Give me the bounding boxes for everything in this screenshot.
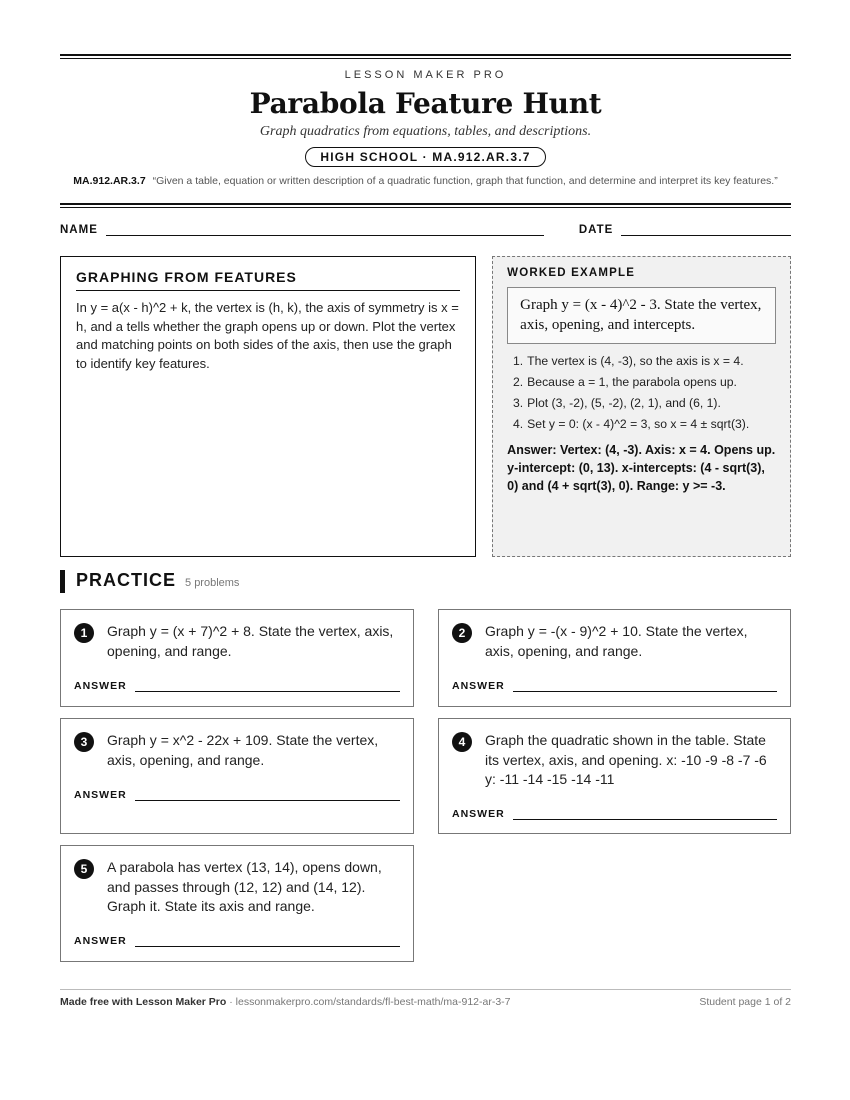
grade-standard-badge: HIGH SCHOOL · MA.912.AR.3.7: [305, 147, 545, 167]
problem-card: [60, 609, 414, 707]
date-label: DATE: [578, 224, 614, 236]
example-step: 3. Plot (3, -2), (5, -2), (2, 1), and (6, 1).: [513, 396, 721, 410]
example-step: 4. Set y = 0: (x - 4)^2 = 3, so x = 4 ± sqrt(3).: [513, 417, 750, 431]
footer-made-with: Made free with Lesson Maker Pro: [60, 996, 227, 1008]
footer-url: · lessonmakerpro.com/standards/fl-best-math/ma-912-ar-3-7: [226, 996, 511, 1008]
footer-page-number: Student page 1 of 2: [699, 996, 791, 1008]
worked-example-label: WORKED EXAMPLE: [507, 267, 636, 279]
problem-text: Graph y = -(x - 9)^2 + 10. State the vertex, axis, opening, and range.: [485, 623, 748, 659]
problem-number-badge: 4: [452, 732, 472, 752]
problem-text: Graph y = (x + 7)^2 + 8. State the vertex, axis, opening, and range.: [107, 623, 394, 659]
problem-text: Graph y = x^2 - 22x + 109. State the vertex, axis, opening, and range.: [107, 732, 379, 768]
footer-credit: [60, 996, 511, 1008]
worked-example-steps: [507, 353, 776, 433]
answer-field[interactable]: [513, 682, 777, 692]
page-footer: [60, 989, 791, 1008]
student-info-row: [60, 223, 791, 236]
worked-example-answer: Answer: Vertex: (4, -3). Axis: x = 4. Opens up. y-intercept: (0, 13). x-intercepts: (4 - sqrt(3), 0) and (4 + sqrt(3), 0). Range: y >= -3.: [507, 443, 776, 493]
date-field[interactable]: [621, 223, 791, 236]
name-field[interactable]: [106, 223, 544, 236]
problem-number-badge: 2: [452, 623, 472, 643]
worksheet-title: Parabola Feature Hunt: [249, 87, 602, 120]
problem-text: Graph the quadratic shown in the table. State its vertex, axis, and opening. x: -10 -9 -8 -7 -6 y: -11 -14 -15 -14 -11: [485, 732, 767, 787]
practice-title: PRACTICE: [76, 570, 177, 590]
standard-description: [60, 174, 791, 189]
problem-card: [60, 845, 414, 962]
worked-example-box: [492, 256, 791, 557]
answer-label: ANSWER: [74, 789, 127, 801]
problem-text: A parabola has vertex (13, 14), opens down, and passes through (12, 12) and (14, 12). Graph it. State its axis and range.: [107, 859, 382, 914]
brand-name: LESSON MAKER PRO: [344, 69, 507, 81]
example-step: 2. Because a = 1, the parabola opens up.: [513, 375, 737, 389]
problem-number-badge: 5: [74, 859, 94, 879]
problem-card: [60, 718, 414, 834]
concept-title: GRAPHING FROM FEATURES: [76, 269, 460, 291]
name-label: NAME: [60, 224, 98, 236]
practice-heading: [60, 570, 791, 593]
answer-field[interactable]: [513, 810, 777, 820]
header-top-rule: [60, 54, 791, 59]
answer-field[interactable]: [135, 937, 400, 947]
worksheet-subtitle: Graph quadratics from equations, tables, and descriptions.: [259, 124, 592, 139]
answer-label: ANSWER: [74, 680, 127, 692]
problem-number-badge: 1: [74, 623, 94, 643]
answer-label: ANSWER: [452, 808, 505, 820]
answer-label: ANSWER: [452, 680, 505, 692]
example-step: 1. The vertex is (4, -3), so the axis is x = 4.: [513, 354, 744, 368]
concept-box: [60, 256, 476, 557]
answer-label: ANSWER: [74, 935, 127, 947]
answer-field[interactable]: [135, 791, 400, 801]
problem-card: [438, 718, 791, 834]
standard-text: “Given a table, equation or written description of a quadratic function, graph that function, and determine and interpret its key features.”: [152, 175, 778, 187]
concept-body: In y = a(x - h)^2 + k, the vertex is (h, k), the axis of symmetry is x = h, and a tells whether the graph opens up or down. Plot the vertex and matching points on both sides of the axis, then use the graph to identify key features.: [76, 300, 459, 371]
problem-number-badge: 3: [74, 732, 94, 752]
worked-example-problem: Graph y = (x - 4)^2 - 3. State the vertex, axis, opening, and intercepts.: [507, 287, 776, 344]
worksheet-page: [60, 54, 791, 593]
standard-code: MA.912.AR.3.7: [73, 175, 146, 187]
answer-field[interactable]: [135, 682, 400, 692]
header-bottom-rule: [60, 203, 791, 208]
problem-card: [438, 609, 791, 707]
practice-count: 5 problems: [185, 577, 240, 589]
